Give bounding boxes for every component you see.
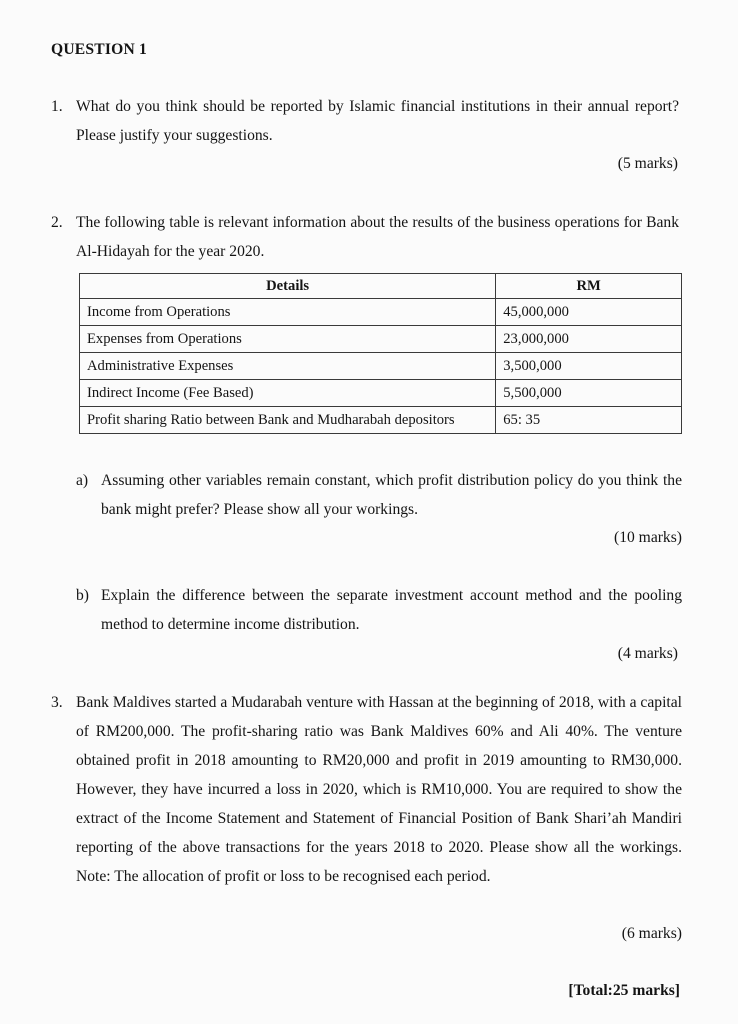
question-2a-label: a) (76, 472, 89, 489)
question-2a (76, 466, 682, 524)
table-row (80, 353, 682, 380)
question-1-text: What do you think should be reported by Islamic financial institutions in their annual report? Please justify your suggestions. (76, 98, 679, 144)
question-2-text: The following table is relevant information about the results of the business operations for Bank Al-Hidayah for the year 2020. (76, 214, 679, 260)
table-cell-amount: 45,000,000 (496, 299, 682, 326)
question-2a-text: Assuming other variables remain constant, which profit distribution policy do you think the bank might prefer? Please show all your workings. (101, 472, 682, 518)
question-2b (76, 581, 682, 639)
table-cell-amount: 5,500,000 (496, 380, 682, 407)
total-marks: [Total:25 marks] (568, 982, 680, 999)
table-cell-detail: Administrative Expenses (80, 353, 496, 380)
table-cell-amount: 23,000,000 (496, 326, 682, 353)
table-row (80, 299, 682, 326)
question-2a-marks: (10 marks) (614, 529, 682, 546)
page-title: QUESTION 1 (51, 41, 148, 58)
table-cell-detail: Indirect Income (Fee Based) (80, 380, 496, 407)
question-2-number: 2. (51, 214, 63, 231)
question-3-marks: (6 marks) (621, 925, 682, 942)
question-2 (51, 208, 679, 266)
question-1-marks: (5 marks) (617, 155, 678, 172)
results-table (79, 273, 682, 434)
question-2b-label: b) (76, 587, 89, 604)
question-1-number: 1. (51, 98, 63, 115)
table-cell-detail: Expenses from Operations (80, 326, 496, 353)
question-3-text: Bank Maldives started a Mudarabah venture with Hassan at the beginning of 2018, with a capital of RM200,000. The profit-sharing ratio was Bank Maldives 60% and Ali 40%. The venture obtained profit in 2018 amounting to RM20,000 and profit in 2019 amounting to RM30,000. However, they have incurred a loss in 2020, which is RM10,000. You are required to show the extract of the Income Statement and Statement of Financial Position of Bank Shari’ah Mandiri reporting of the above transactions for the years 2018 to 2020. Please show all the workings. Note: The allocation of profit or loss to be recognised each period. (76, 694, 682, 885)
question-2b-text: Explain the difference between the separate investment account method and the pooling method to determine income distribution. (101, 587, 682, 633)
table-cell-detail: Income from Operations (80, 299, 496, 326)
question-3-number: 3. (51, 694, 63, 711)
table-cell-detail: Profit sharing Ratio between Bank and Mudharabah depositors (80, 407, 496, 434)
table-header-details: Details (80, 274, 496, 299)
table-cell-amount: 3,500,000 (496, 353, 682, 380)
table-row (80, 380, 682, 407)
question-1 (51, 92, 679, 150)
question-2b-marks: (4 marks) (617, 645, 678, 662)
table-row (80, 407, 682, 434)
table-row (80, 326, 682, 353)
table-header-rm: RM (496, 274, 682, 299)
question-3 (51, 688, 682, 891)
table-header-row (80, 274, 682, 299)
table-cell-amount: 65: 35 (496, 407, 682, 434)
